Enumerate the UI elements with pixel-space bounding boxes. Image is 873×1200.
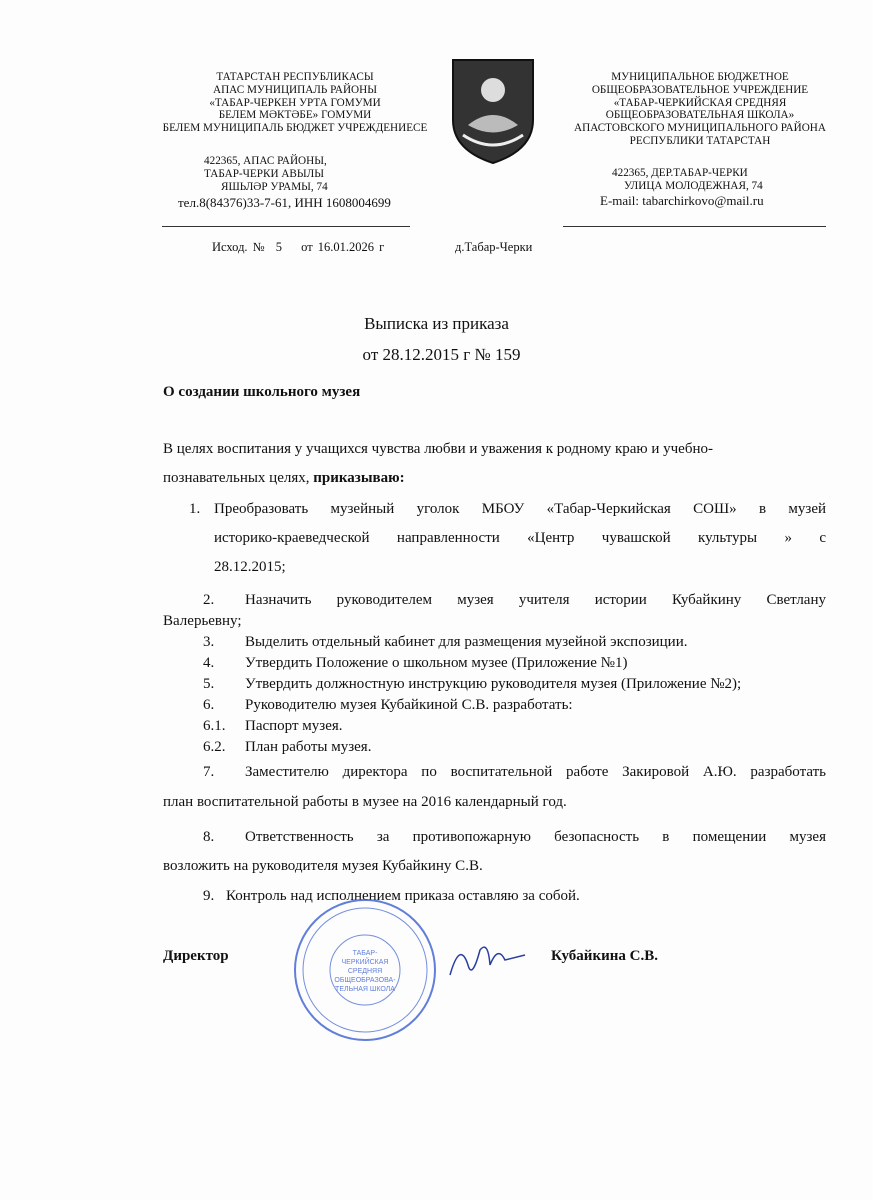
- header-right-address: [612, 167, 763, 193]
- intro-line: [163, 470, 405, 487]
- signature-mark: [440, 935, 530, 985]
- address-line: УЛИЦА МОЛОДЕЖНАЯ, 74: [624, 179, 763, 192]
- item-text: Контроль над исполнением приказа оставляю за собой.: [226, 888, 580, 904]
- ref-place: д.Табар-Черки: [455, 240, 533, 254]
- order-subject: О создании школьного музея: [163, 384, 361, 400]
- address-line: ТАБАР-ЧЕРКИ АВЫЛЫ: [204, 167, 324, 180]
- item-number: 9.: [203, 888, 215, 904]
- item-text: Валерьевну;: [163, 613, 242, 629]
- svg-text:ОБЩЕОБРАЗОВА-: ОБЩЕОБРАЗОВА-: [334, 977, 396, 984]
- item-text: Выделить отдельный кабинет для размещения музейной экспозиции.: [245, 634, 688, 650]
- item-text: план воспитательной работы в музее на 2016 календарный год.: [163, 794, 567, 810]
- item-number: 8.: [203, 829, 215, 845]
- svg-text:ЧЕРКИЙСКАЯ: ЧЕРКИЙСКАЯ: [341, 959, 389, 966]
- item-text: Назначить руководителем музея учителя истории Кубайкину Светлану: [245, 592, 826, 608]
- header-line: «ТАБАР-ЧЕРКИЙСКАЯ СРЕДНЯЯ: [613, 96, 787, 109]
- header-left-org: [150, 71, 440, 135]
- item-text: План работы музея.: [245, 739, 372, 755]
- divider: [162, 226, 410, 227]
- document-title: Выписка из приказа: [364, 314, 509, 333]
- header-right-contact: E-mail: tabarchirkovo@mail.ru: [600, 193, 764, 208]
- item-number: 3.: [203, 634, 215, 650]
- item-number: 6.1.: [203, 718, 226, 734]
- item-text: историко-краеведческой направленности «Центр чувашской культуры » с: [214, 530, 826, 546]
- item-number: 6.: [203, 697, 215, 713]
- item-number: 4.: [203, 655, 215, 671]
- item-number: 6.2.: [203, 739, 226, 755]
- header-line: ОБЩЕОБРАЗОВАТЕЛЬНАЯ ШКОЛА»: [605, 109, 795, 122]
- header-line: ТАТАРСТАН РЕСПУБЛИКАСЫ: [216, 71, 374, 83]
- address-line: ЯШЬЛӘР УРАМЫ, 74: [221, 180, 328, 193]
- svg-text:ТЕЛЬНАЯ ШКОЛА: ТЕЛЬНАЯ ШКОЛА: [335, 986, 395, 993]
- svg-text:ТАБАР-: ТАБАР-: [352, 950, 378, 957]
- header-line: «ТАБАР-ЧЕРКЕН УРТА ГОМУМИ: [209, 96, 381, 109]
- item-text: Утвердить Положение о школьном музее (Приложение №1): [245, 655, 628, 671]
- item-number: 2.: [203, 592, 215, 608]
- item-text: Заместителю директора по воспитательной работе Закировой А.Ю. разработать: [245, 764, 826, 780]
- header-line: ОБЩЕОБРАЗОВАТЕЛЬНОЕ УЧРЕЖДЕНИЕ: [591, 83, 809, 96]
- header-line: АПАС МУНИЦИПАЛЬ РАЙОНЫ: [213, 83, 377, 96]
- intro-line: В целях воспитания у учащихся чувства любви и уважения к родному краю и учебно-: [163, 441, 713, 457]
- item-text: Паспорт музея.: [245, 718, 343, 734]
- ref-date: от 16.01.2026 г: [301, 240, 385, 254]
- item-number: 1.: [189, 501, 201, 517]
- item-text: Руководителю музея Кубайкиной С.В. разработать:: [245, 697, 573, 713]
- ref-label: Исход. №: [212, 240, 265, 254]
- school-stamp: [290, 895, 440, 1045]
- signatory-name: Кубайкина С.В.: [551, 948, 658, 964]
- intro-text: познавательных целях,: [163, 470, 314, 486]
- document-subtitle: от 28.12.2015 г № 159: [362, 345, 521, 364]
- signatory-role: Директор: [163, 948, 229, 964]
- ref-number: 5: [275, 240, 282, 254]
- intro-order-word: приказываю:: [313, 470, 405, 486]
- item-number: 5.: [203, 676, 215, 692]
- header-left-address: [204, 155, 328, 193]
- address-line: 422365, ДЕР.ТАБАР-ЧЕРКИ: [612, 167, 748, 179]
- header-line: БЕЛЕМ МУНИЦИПАЛЬ БЮДЖЕТ УЧРЕЖДЕНИЕСЕ: [162, 122, 428, 135]
- header-right-org: [560, 71, 840, 148]
- header-left-contact: тел.8(84376)33-7-61, ИНН 1608004699: [178, 195, 391, 210]
- divider: [563, 226, 826, 227]
- coat-of-arms-icon: [448, 55, 538, 167]
- header-line: АПАСТОВСКОГО МУНИЦИПАЛЬНОГО РАЙОНА: [574, 122, 826, 135]
- item-text: Утвердить должностную инструкцию руководителя музея (Приложение №2);: [245, 676, 742, 692]
- item-number: 7.: [203, 764, 215, 780]
- item-text: возложить на руководителя музея Кубайкину С.В.: [163, 858, 483, 874]
- item-text: Ответственность за противопожарную безопасность в помещении музея: [245, 829, 826, 845]
- item-text: Преобразовать музейный уголок МБОУ «Табар-Черкийская СОШ» в музей: [214, 501, 826, 517]
- header-line: РЕСПУБЛИКИ ТАТАРСТАН: [629, 134, 771, 147]
- item-text: 28.12.2015;: [214, 559, 286, 575]
- outgoing-ref: [212, 240, 384, 255]
- header-line: МУНИЦИПАЛЬНОЕ БЮДЖЕТНОЕ: [611, 71, 789, 83]
- address-line: 422365, АПАС РАЙОНЫ,: [204, 155, 327, 167]
- svg-text:СРЕДНЯЯ: СРЕДНЯЯ: [347, 968, 383, 975]
- header-line: БЕЛЕМ МӘКТӘБЕ» ГОМУМИ: [218, 109, 372, 122]
